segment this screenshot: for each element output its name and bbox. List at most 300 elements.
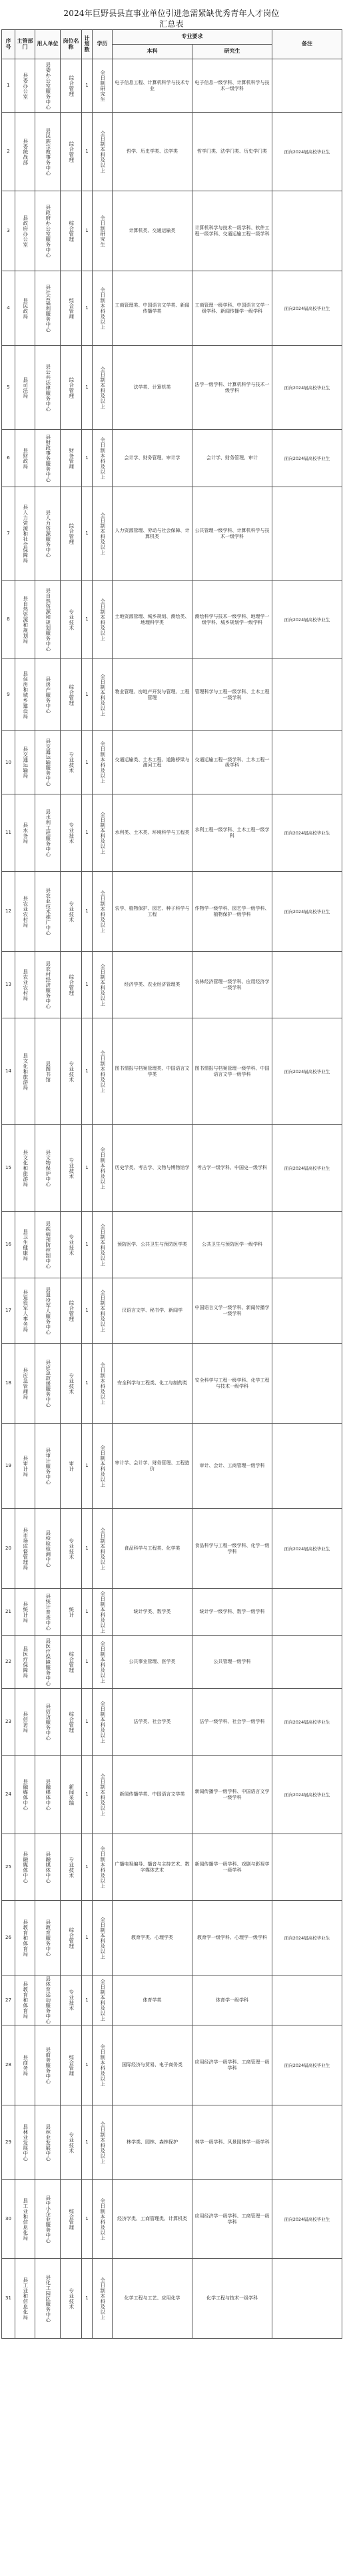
cell-master: 体育学一级学科 <box>192 1975 272 2025</box>
cell-note: 面向2024届高校毕业生 <box>272 1756 342 1834</box>
cell-dept: 县统计局 <box>15 1589 35 1636</box>
cell-unit: 县图书馆 <box>35 1018 61 1125</box>
cell-post: 综合管理 <box>61 1278 82 1344</box>
cell-master: 教育学一级学科、心理学一级学科 <box>192 1901 272 1975</box>
cell-dept: 县政府办公室 <box>15 191 35 271</box>
cell-no: 12 <box>2 872 15 952</box>
cell-dept: 县农业农村局 <box>15 872 35 952</box>
table-row <box>2 659 342 731</box>
cell-dept: 县应急管理局 <box>15 1344 35 1424</box>
cell-unit: 县民族宗教事务中心 <box>35 113 61 191</box>
cell-post: 综合管理 <box>61 1689 82 1756</box>
cell-master: 新闻传播学一级学科、戏剧与影视学一级学科 <box>192 1834 272 1901</box>
cell-edu: 全日制本科及以上 <box>93 2259 113 2339</box>
cell-no: 27 <box>2 1975 15 2025</box>
cell-note: 面向2024届高校毕业生 <box>272 1018 342 1125</box>
cell-count: 1 <box>82 1834 93 1901</box>
cell-count: 1 <box>82 1125 93 1212</box>
cell-bachelor: 农学、植物保护、园艺、种子科学与工程 <box>113 872 192 952</box>
cell-no: 2 <box>2 113 15 191</box>
cell-master: 化学工程与技术一级学科 <box>192 2259 272 2339</box>
cell-note: 面向2024届高校毕业生 <box>272 113 342 191</box>
cell-edu: 全日制研究生 <box>93 59 113 113</box>
cell-no: 8 <box>2 581 15 659</box>
cell-bachelor: 新闻传播学类、中国语言文学类 <box>113 1756 192 1834</box>
cell-bachelor: 审计学、会计学、财务管理、工程造价 <box>113 1424 192 1509</box>
cell-count: 1 <box>82 1975 93 2025</box>
cell-dept: 县工业和信息化局 <box>15 2259 35 2339</box>
cell-post: 专业技术 <box>61 1212 82 1278</box>
cell-dept: 县民政局 <box>15 271 35 346</box>
table-row <box>2 952 342 1018</box>
cell-note <box>272 191 342 271</box>
table-row <box>2 346 342 430</box>
cell-count: 1 <box>82 1509 93 1589</box>
cell-master: 法学一级学科、社会学一级学科 <box>192 1689 272 1756</box>
cell-count: 1 <box>82 191 93 271</box>
table-body <box>2 59 342 2339</box>
table-row <box>2 430 342 487</box>
cell-bachelor: 化学工程与工艺、应用化学 <box>113 2259 192 2339</box>
cell-count: 1 <box>82 2105 93 2180</box>
cell-no: 5 <box>2 346 15 430</box>
cell-count: 1 <box>82 2025 93 2105</box>
table-row <box>2 794 342 872</box>
cell-bachelor: 人力资源管理、劳动与社会保障、计算机类 <box>113 487 192 581</box>
cell-unit: 县农村经济服务中心 <box>35 952 61 1018</box>
title-line-2: 汇总表 <box>159 19 184 29</box>
cell-dept: 县退役军人事务局 <box>15 1278 35 1344</box>
cell-no: 29 <box>2 2105 15 2180</box>
cell-unit: 县信访服务中心 <box>35 1689 61 1756</box>
cell-bachelor: 汉语言文学、秘书学、新闻学 <box>113 1278 192 1344</box>
cell-dept: 县医疗保障局 <box>15 1636 35 1689</box>
cell-bachelor: 水利类、土木类、环境科学与工程类 <box>113 794 192 872</box>
table-row <box>2 487 342 581</box>
cell-post: 专业技术 <box>61 872 82 952</box>
table-row <box>2 1018 342 1125</box>
cell-note: 面向2024届高校毕业生 <box>272 872 342 952</box>
cell-count: 1 <box>82 1756 93 1834</box>
cell-note: 面向2024届高校毕业生 <box>272 1509 342 1589</box>
cell-unit: 县社会福利服务中心 <box>35 271 61 346</box>
cell-master: 计算机科学与技术一级学科、软件工程一级学科、交通运输工程一级学科 <box>192 191 272 271</box>
cell-count: 1 <box>82 2180 93 2259</box>
cell-edu: 全日制本科及以上 <box>93 1589 113 1636</box>
cell-count: 1 <box>82 346 93 430</box>
cell-master: 应用经济学一级学科、工商管理一级学科 <box>192 2025 272 2105</box>
cell-edu: 全日制本科及以上 <box>93 1344 113 1424</box>
cell-no: 20 <box>2 1509 15 1589</box>
cell-bachelor: 预防医学、公共卫生与预防医学类 <box>113 1212 192 1278</box>
cell-dept: 县农业农村局 <box>15 952 35 1018</box>
cell-dept: 县工业和信息化局 <box>15 2180 35 2259</box>
cell-post: 专业技术 <box>61 1344 82 1424</box>
cell-unit: 县化工园区服务中心 <box>35 2259 61 2339</box>
cell-master: 新闻传播学一级学科、中国语言文学一级学科 <box>192 1756 272 1834</box>
cell-note: 面向2024届高校毕业生 <box>272 271 342 346</box>
cell-post: 专业技术 <box>61 1509 82 1589</box>
cell-dept: 县委办公室 <box>15 59 35 113</box>
cell-count: 1 <box>82 1278 93 1344</box>
table-row <box>2 1589 342 1636</box>
cell-count: 1 <box>82 271 93 346</box>
table-row <box>2 1756 342 1834</box>
cell-post: 综合管理 <box>61 191 82 271</box>
cell-note: 面向2024届高校毕业生 <box>272 346 342 430</box>
cell-unit: 县政府办公室服务中心 <box>35 191 61 271</box>
table-row <box>2 1975 342 2025</box>
cell-dept: 县商务局 <box>15 2025 35 2105</box>
cell-master: 法学一级学科、计算机科学与技术一级学科 <box>192 346 272 430</box>
cell-note <box>272 2105 342 2180</box>
cell-bachelor: 公共事业管理、医学类 <box>113 1636 192 1689</box>
cell-post: 专业技术 <box>61 2259 82 2339</box>
cell-master: 工商管理一级学科、中国语言文学一级学科、新闻传播学一级学科 <box>192 271 272 346</box>
cell-dept: 县卫生健康局 <box>15 1212 35 1278</box>
cell-no: 6 <box>2 430 15 487</box>
table-row <box>2 2180 342 2259</box>
cell-master: 水利工程一级学科、土木工程一级学科 <box>192 794 272 872</box>
cell-count: 1 <box>82 1636 93 1689</box>
cell-no: 13 <box>2 952 15 1018</box>
cell-count: 1 <box>82 430 93 487</box>
cell-count: 1 <box>82 731 93 794</box>
cell-unit: 县交通运输服务中心 <box>35 731 61 794</box>
cell-post: 新闻采编 <box>61 1756 82 1834</box>
cell-edu: 全日制本科及以上 <box>93 1125 113 1212</box>
cell-edu: 全日制本科及以上 <box>93 1018 113 1125</box>
cell-master: 交通运输工程一级学科、土木工程一级学科 <box>192 731 272 794</box>
cell-note <box>272 487 342 581</box>
cell-no: 18 <box>2 1344 15 1424</box>
cell-bachelor: 土地资源管理、城乡规划、测绘类、地理科学类 <box>113 581 192 659</box>
cell-dept: 县自然资源和规划局 <box>15 581 35 659</box>
cell-note <box>272 1424 342 1509</box>
cell-master: 哲学门类、法学门类、历史学门类 <box>192 113 272 191</box>
cell-edu: 全日制本科及以上 <box>93 1901 113 1975</box>
cell-bachelor: 物业管理、房地产开发与管理、工程管理 <box>113 659 192 731</box>
cell-bachelor: 经济学类、农业经济管理类 <box>113 952 192 1018</box>
table-row <box>2 731 342 794</box>
cell-edu: 全日制本科及以上 <box>93 1689 113 1756</box>
cell-bachelor: 法学类、计算机类 <box>113 346 192 430</box>
cell-no: 7 <box>2 487 15 581</box>
cell-unit: 县统计普查中心 <box>35 1589 61 1636</box>
cell-no: 14 <box>2 1018 15 1125</box>
cell-master: 管理科学与工程一级学科、土木工程一级学科 <box>192 659 272 731</box>
cell-edu: 全日制本科及以上 <box>93 794 113 872</box>
cell-master: 统计学一级学科、数学一级学科 <box>192 1589 272 1636</box>
cell-master: 图书情报与档案管理一级学科、中国语言文学一级学科 <box>192 1018 272 1125</box>
cell-unit: 县融媒体中心 <box>35 1834 61 1901</box>
cell-post: 财务管理 <box>61 430 82 487</box>
header-major: 专业要求 <box>113 30 272 45</box>
cell-post: 综合管理 <box>61 487 82 581</box>
cell-unit: 县水利工程服务中心 <box>35 794 61 872</box>
cell-bachelor: 交通运输类、土木工程、道路桥梁与渡河工程 <box>113 731 192 794</box>
cell-post: 专业技术 <box>61 731 82 794</box>
cell-post: 统计 <box>61 1589 82 1636</box>
cell-unit: 县自然资源和规划服务中心 <box>35 581 61 659</box>
cell-unit: 县体育运动服务中心 <box>35 1975 61 2025</box>
cell-bachelor: 教育学类、心理学类 <box>113 1901 192 1975</box>
cell-dept: 县教育和体育局 <box>15 1901 35 1975</box>
table-row <box>2 1344 342 1424</box>
cell-note <box>272 59 342 113</box>
cell-dept: 县交通运输局 <box>15 731 35 794</box>
cell-edu: 全日制本科及以上 <box>93 1509 113 1589</box>
cell-count: 1 <box>82 872 93 952</box>
cell-post: 专业技术 <box>61 1125 82 1212</box>
job-posts-table <box>1 29 342 2339</box>
cell-note <box>272 1212 342 1278</box>
cell-master: 公共管理一级学科、计算机科学与技术一级学科 <box>192 487 272 581</box>
cell-count: 1 <box>82 659 93 731</box>
cell-post: 综合管理 <box>61 346 82 430</box>
cell-unit: 县融媒体中心 <box>35 1756 61 1834</box>
cell-post: 综合管理 <box>61 2180 82 2259</box>
cell-post: 专业技术 <box>61 1018 82 1125</box>
cell-edu: 全日制本科及以上 <box>93 1636 113 1689</box>
cell-master: 作物学一级学科、园艺学一级学科、植物保护一级学科 <box>192 872 272 952</box>
cell-no: 1 <box>2 59 15 113</box>
cell-edu: 全日制本科及以上 <box>93 1424 113 1509</box>
cell-edu: 全日制本科及以上 <box>93 487 113 581</box>
cell-note <box>272 731 342 794</box>
cell-unit: 县财政事务服务中心 <box>35 430 61 487</box>
cell-no: 31 <box>2 2259 15 2339</box>
cell-edu: 全日制研究生 <box>93 191 113 271</box>
cell-unit: 县委办公室服务中心 <box>35 59 61 113</box>
cell-dept: 县林业发展中心 <box>15 2105 35 2180</box>
cell-count: 1 <box>82 2259 93 2339</box>
cell-count: 1 <box>82 1901 93 1975</box>
cell-bachelor: 经济学类、工商管理类、计算机类 <box>113 2180 192 2259</box>
table-header <box>2 30 342 59</box>
cell-count: 1 <box>82 581 93 659</box>
table-row <box>2 1509 342 1589</box>
cell-bachelor: 计算机类、交通运输类 <box>113 191 192 271</box>
cell-dept: 县住房和城乡建设局 <box>15 659 35 731</box>
cell-dept: 县教育和体育局 <box>15 1975 35 2025</box>
cell-master: 中国语言文学一级学科、新闻传播学一级学科 <box>192 1278 272 1344</box>
cell-no: 22 <box>2 1636 15 1689</box>
header-post: 岗位名称 <box>61 30 82 59</box>
cell-post: 综合管理 <box>61 271 82 346</box>
cell-count: 1 <box>82 1018 93 1125</box>
cell-edu: 全日制本科及以上 <box>93 2025 113 2105</box>
cell-note <box>272 1975 342 2025</box>
cell-unit: 县教育服务中心 <box>35 1901 61 1975</box>
cell-unit: 县林业发展中心 <box>35 2105 61 2180</box>
cell-master: 公共卫生与预防医学一级学科 <box>192 1212 272 1278</box>
header-master: 研究生 <box>192 45 272 59</box>
cell-master: 应用经济学一级学科、工商管理一级学科 <box>192 2180 272 2259</box>
cell-unit: 县文物保护中心 <box>35 1125 61 1212</box>
cell-unit: 县疾病预防控制中心 <box>35 1212 61 1278</box>
cell-unit: 县公共法律服务中心 <box>35 346 61 430</box>
cell-no: 11 <box>2 794 15 872</box>
cell-dept: 县人力资源和社会保障局 <box>15 487 35 581</box>
cell-post: 综合管理 <box>61 952 82 1018</box>
cell-unit: 县房产服务中心 <box>35 659 61 731</box>
header-count: 计划数 <box>82 30 93 59</box>
cell-edu: 全日制本科及以上 <box>93 659 113 731</box>
cell-note: 面向2024届高校毕业生 <box>272 1125 342 1212</box>
cell-edu: 全日制本科及以上 <box>93 581 113 659</box>
table-row <box>2 59 342 113</box>
cell-unit: 县商务服务中心 <box>35 2025 61 2105</box>
cell-post: 综合管理 <box>61 2025 82 2105</box>
cell-no: 10 <box>2 731 15 794</box>
cell-bachelor: 国际经济与贸易、电子商务类 <box>113 2025 192 2105</box>
table-row <box>2 191 342 271</box>
table-row <box>2 2259 342 2339</box>
header-dept: 主管部门 <box>15 30 35 59</box>
cell-bachelor: 统计学类、数学类 <box>113 1589 192 1636</box>
cell-unit: 县退役军人服务中心 <box>35 1278 61 1344</box>
cell-edu: 全日制本科及以上 <box>93 952 113 1018</box>
table-row <box>2 1278 342 1344</box>
cell-edu: 全日制本科及以上 <box>93 113 113 191</box>
cell-post: 综合管理 <box>61 113 82 191</box>
cell-note: 面向2024届高校毕业生 <box>272 1901 342 1975</box>
cell-master: 电子信息一级学科、计算机科学与技术一级学科 <box>192 59 272 113</box>
header-note: 备注 <box>272 30 342 59</box>
title-line-1: 2024年巨野县县直事业单位引进急需紧缺优秀青年人才岗位 <box>63 9 280 18</box>
cell-master: 审计、会计、工商管理一级学科 <box>192 1424 272 1509</box>
cell-post: 综合管理 <box>61 659 82 731</box>
cell-no: 23 <box>2 1689 15 1756</box>
cell-dept: 县司法局 <box>15 346 35 430</box>
cell-dept: 县文化和旅游局 <box>15 1018 35 1125</box>
cell-dept: 县市场监督管理局 <box>15 1509 35 1589</box>
cell-post: 综合管理 <box>61 1901 82 1975</box>
cell-edu: 全日制本科及以上 <box>93 1278 113 1344</box>
cell-no: 26 <box>2 1901 15 1975</box>
cell-note <box>272 2259 342 2339</box>
cell-dept: 县水务局 <box>15 794 35 872</box>
cell-dept: 县信访局 <box>15 1689 35 1756</box>
table-row <box>2 271 342 346</box>
cell-no: 15 <box>2 1125 15 1212</box>
cell-unit: 县应急救援服务中心 <box>35 1344 61 1424</box>
cell-unit: 县检验检测中心 <box>35 1509 61 1589</box>
cell-edu: 全日制本科及以上 <box>93 1834 113 1901</box>
header-no: 序号 <box>2 30 15 59</box>
cell-unit: 县审计服务中心 <box>35 1424 61 1509</box>
cell-count: 1 <box>82 1689 93 1756</box>
cell-bachelor: 法学类、社会学类 <box>113 1689 192 1756</box>
cell-no: 19 <box>2 1424 15 1509</box>
cell-note <box>272 1278 342 1344</box>
cell-no: 25 <box>2 1834 15 1901</box>
table-row <box>2 2025 342 2105</box>
cell-master: 考古学一级学科、中国史一级学科 <box>192 1125 272 1212</box>
cell-no: 4 <box>2 271 15 346</box>
cell-note <box>272 1344 342 1424</box>
cell-note <box>272 952 342 1018</box>
cell-edu: 全日制本科及以上 <box>93 2105 113 2180</box>
cell-post: 综合管理 <box>61 1636 82 1689</box>
cell-count: 1 <box>82 59 93 113</box>
cell-bachelor: 林学类、园林、森林保护 <box>113 2105 192 2180</box>
table-row <box>2 1834 342 1901</box>
cell-note: 面向2024届高校毕业生 <box>272 581 342 659</box>
cell-post: 专业技术 <box>61 581 82 659</box>
cell-note <box>272 1834 342 1901</box>
cell-bachelor: 电子信息工程、计算机科学与技术专业 <box>113 59 192 113</box>
cell-bachelor: 安全科学与工程类、化工与制药类 <box>113 1344 192 1424</box>
cell-master: 安全科学与工程一级学科、化学工程与技术一级学科 <box>192 1344 272 1424</box>
cell-post: 审计 <box>61 1424 82 1509</box>
cell-bachelor: 图书情报与档案管理类、中国语言文学类 <box>113 1018 192 1125</box>
cell-count: 1 <box>82 1589 93 1636</box>
cell-edu: 全日制本科及以上 <box>93 1975 113 2025</box>
cell-dept: 县审计局 <box>15 1424 35 1509</box>
cell-count: 1 <box>82 487 93 581</box>
cell-dept: 县融媒体中心 <box>15 1834 35 1901</box>
cell-no: 9 <box>2 659 15 731</box>
cell-bachelor: 会计学、财务管理、审计学 <box>113 430 192 487</box>
cell-count: 1 <box>82 1344 93 1424</box>
cell-edu: 全日制本科及以上 <box>93 271 113 346</box>
cell-edu: 全日制本科及以上 <box>93 2180 113 2259</box>
cell-master: 农林经济管理一级学科、应用经济学一级学科 <box>192 952 272 1018</box>
cell-dept: 县财政局 <box>15 430 35 487</box>
cell-unit: 县人力资源服务中心 <box>35 487 61 581</box>
cell-post: 专业技术 <box>61 794 82 872</box>
cell-post: 专业技术 <box>61 2105 82 2180</box>
cell-bachelor: 广播电视编导、播音与主持艺术、数字媒体艺术 <box>113 1834 192 1901</box>
cell-edu: 全日制本科及以上 <box>93 346 113 430</box>
cell-no: 3 <box>2 191 15 271</box>
cell-unit: 县中小企业服务中心 <box>35 2180 61 2259</box>
cell-count: 1 <box>82 113 93 191</box>
cell-no: 24 <box>2 1756 15 1834</box>
cell-bachelor: 工商管理类、中国语言文学类、新闻传播学类 <box>113 271 192 346</box>
cell-count: 1 <box>82 1212 93 1278</box>
cell-no: 28 <box>2 2025 15 2105</box>
cell-note <box>272 659 342 731</box>
cell-edu: 全日制本科及以上 <box>93 1212 113 1278</box>
cell-bachelor: 哲学、历史学类、法学类 <box>113 113 192 191</box>
header-bachelor: 本科 <box>113 45 192 59</box>
cell-master: 会计学、财务管理、审计 <box>192 430 272 487</box>
cell-bachelor: 食品科学与工程类、化学类 <box>113 1509 192 1589</box>
header-edu: 学历 <box>93 30 113 59</box>
cell-note: 面向2024届高校毕业生 <box>272 794 342 872</box>
cell-master: 测绘科学与技术一级学科、地理学一级学科、城乡规划学一级学科 <box>192 581 272 659</box>
table-row <box>2 1125 342 1212</box>
cell-post: 综合管理 <box>61 59 82 113</box>
table-row <box>2 1212 342 1278</box>
cell-unit: 县农业技术推广中心 <box>35 872 61 952</box>
table-row <box>2 113 342 191</box>
table-row <box>2 1636 342 1689</box>
cell-dept: 县文化和旅游局 <box>15 1125 35 1212</box>
cell-unit: 县医疗保障服务中心 <box>35 1636 61 1689</box>
cell-count: 1 <box>82 794 93 872</box>
cell-note: 面向2024届高校毕业生 <box>272 430 342 487</box>
cell-no: 30 <box>2 2180 15 2259</box>
cell-count: 1 <box>82 1424 93 1509</box>
cell-master: 林学一级学科、风景园林学一级学科 <box>192 2105 272 2180</box>
cell-no: 17 <box>2 1278 15 1344</box>
cell-edu: 全日制本科及以上 <box>93 430 113 487</box>
cell-post: 专业技术 <box>61 1834 82 1901</box>
